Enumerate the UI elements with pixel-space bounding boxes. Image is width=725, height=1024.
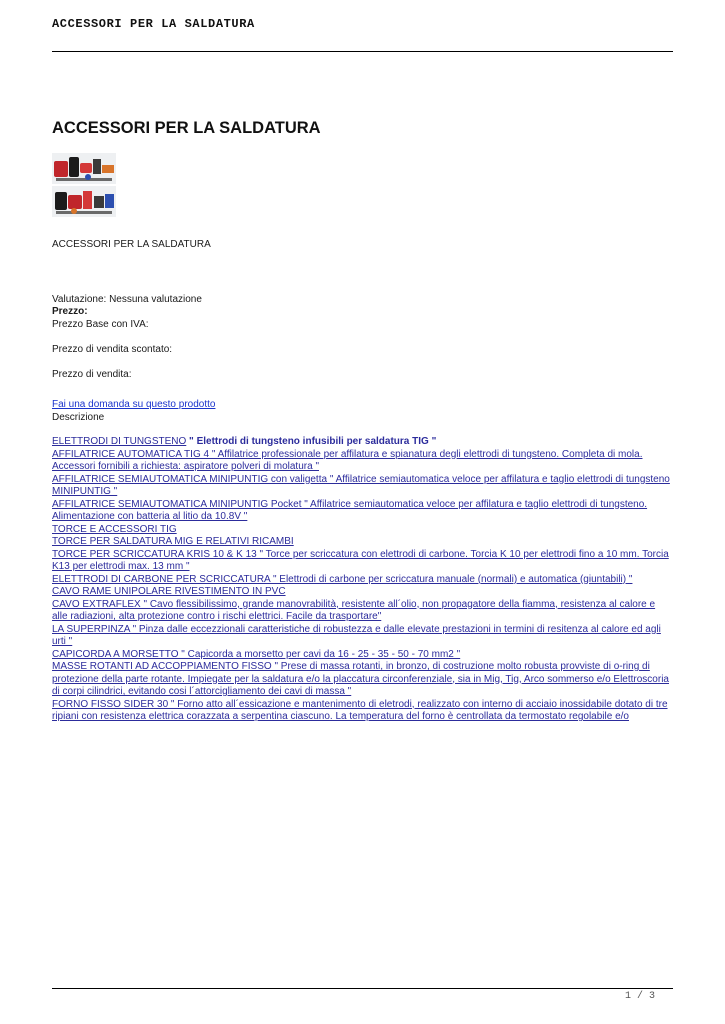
list-item — [52, 624, 673, 649]
description-list — [52, 436, 673, 724]
list-item — [52, 549, 673, 574]
item-bold-text: " Elettrodi di tungsteno infusibili per saldatura TIG " — [186, 436, 437, 447]
product-content — [52, 239, 673, 724]
list-item — [52, 649, 673, 662]
rating-text: Valutazione: Nessuna valutazione — [52, 293, 202, 305]
ask-question-link[interactable]: Fai una domanda su questo prodotto — [52, 399, 216, 410]
item-link[interactable]: FORNO FISSO SIDER 30 " Forno atto all´essicazione e mantenimento di eletrodi, realizzato con interno di acciaio inossidabile dotato di tre ripiani con resistenza elettrica corazzata a serpentina ciascuno. La temperatura del forno è centrollata da termostato regolabile e/o — [52, 698, 668, 722]
item-link[interactable]: TORCE PER SALDATURA MIG E RELATIVI RICAMBI — [52, 536, 294, 547]
product-image[interactable] — [52, 186, 116, 217]
sale-price-label: Prezzo di vendita: — [52, 368, 132, 380]
discount-price-label: Prezzo di vendita scontato: — [52, 343, 173, 355]
list-item — [52, 661, 673, 699]
item-link[interactable]: AFFILATRICE SEMIAUTOMATICA MINIPUNTIG Pocket " Affilatrice semiautomatica veloce per affilatura e taglio elettrodi di tungsteno. Alimentazione con batteria al litio da 10.8V " — [52, 498, 648, 522]
list-item — [52, 449, 673, 474]
product-subtitle: ACCESSORI PER LA SALDATURA — [52, 239, 211, 250]
item-link[interactable]: CAVO RAME UNIPOLARE RIVESTIMENTO IN PVC — [52, 586, 286, 597]
price-label: Prezzo: — [52, 306, 88, 317]
header-rule — [52, 51, 673, 52]
list-item — [52, 699, 673, 724]
list-item — [52, 474, 673, 499]
list-item — [52, 536, 673, 549]
item-link[interactable]: MASSE ROTANTI AD ACCOPPIAMENTO FISSO " Prese di massa rotanti, in bronzo, di costruzione molto robusta provviste di o-ring di protezione della parte rotante. Impiegate per la saldatura e/o la placcatura circonferenziale, sia in Mig, Tig, Arco sommerso e/o Elettroscoria di corpi cilindrici, evitando cosi l´attorcigliamento dei cavi di massa " — [52, 661, 669, 697]
list-item — [52, 599, 673, 624]
base-price-label: Prezzo Base con IVA: — [52, 318, 149, 330]
product-thumbnails — [52, 153, 116, 219]
list-item — [52, 586, 673, 599]
product-image[interactable] — [52, 153, 116, 184]
list-item — [52, 499, 673, 524]
footer-rule — [52, 988, 673, 989]
list-item — [52, 524, 673, 537]
item-link[interactable]: AFFILATRICE AUTOMATICA TIG 4 " Affilatrice professionale per affilatura e spianatura degli elettrodi di tungsteno. Completa di mola. Accessori fornibili a richiesta: aspiratore polveri di molatura " — [52, 448, 643, 472]
page-title: ACCESSORI PER LA SALDATURA — [52, 119, 321, 137]
running-header: ACCESSORI PER LA SALDATURA — [52, 17, 255, 31]
list-item — [52, 574, 673, 587]
pricing-block — [52, 294, 673, 412]
item-link[interactable]: CAPICORDA A MORSETTO " Capicorda a morsetto per cavi da 16 - 25 - 35 - 50 - 70 mm2 " — [52, 648, 461, 660]
item-link[interactable]: TORCE PER SCRICCATURA KRIS 10 & K 13 " Torce per scriccatura con elettrodi di carbone. Torcia K 10 per elettrodi fino a 10 mm. Torcia K13 per elettrodi max. 13 mm " — [52, 548, 669, 572]
list-item — [52, 436, 673, 449]
description-label: Descrizione — [52, 411, 105, 423]
item-link[interactable]: TORCE E ACCESSORI TIG — [52, 523, 177, 535]
item-link[interactable]: CAVO EXTRAFLEX " Cavo flessibilissimo, grande manovrabilità, resistente all´olio, non propagatore della fiamma, resistenza al calore e alle radiazioni, alta protezione contro i rischi elettrici. Facile da trasportare" — [52, 598, 656, 622]
item-link[interactable]: ELETTRODI DI CARBONE PER SCRICCATURA " Elettrodi di carbone per scriccatura manuale (normali) e automatica (giuntabili) " — [52, 573, 633, 585]
item-link[interactable]: AFFILATRICE SEMIAUTOMATICA MINIPUNTIG con valigetta " Affilatrice semiautomatica veloce per affilatura e taglio elettrodi di tungsteno MINIPUNTIG " — [52, 473, 670, 497]
item-link[interactable]: LA SUPERPINZA " Pinza dalle eccezzionali caratteristiche di robustezza e dalle elevate prestazioni in termini di resitenza al calore ed agli urti " — [52, 623, 661, 647]
page-number: 1 / 3 — [624, 991, 655, 1002]
item-link[interactable]: ELETTRODI DI TUNGSTENO — [52, 436, 187, 447]
